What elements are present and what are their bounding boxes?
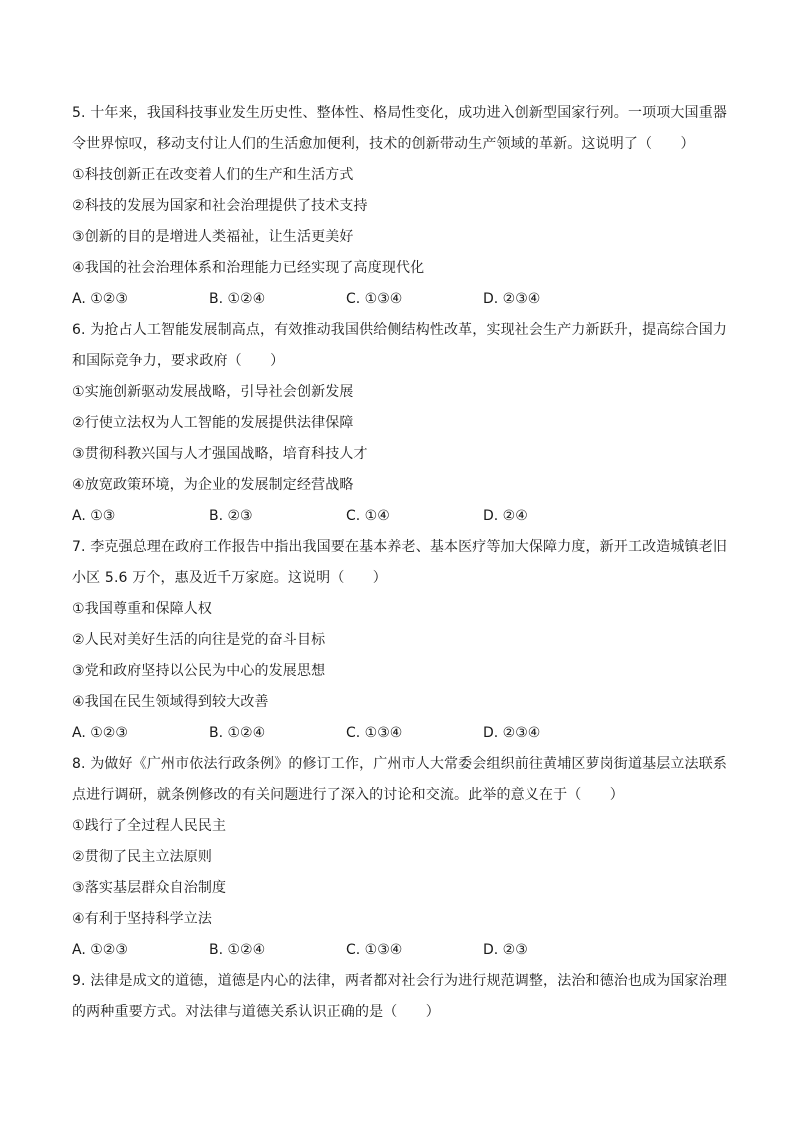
- question-8: [72, 749, 728, 966]
- option-d: D. ②④: [483, 508, 528, 524]
- option-b: B. ①②④: [209, 291, 266, 307]
- option-d: D. ②③④: [483, 725, 541, 741]
- question-5: [72, 98, 728, 315]
- statement: ④有利于坚持科学立法: [72, 911, 213, 927]
- question-stem-line: 8. 为做好《广州市依法行政条例》的修订工作，广州市人大常委会组织前往黄埔区萝岗街道基层立法联系: [72, 756, 728, 772]
- statement: ④我国的社会治理体系和治理能力已经实现了高度现代化: [72, 260, 425, 276]
- statement: ③党和政府坚持以公民为中心的发展思想: [72, 663, 326, 679]
- question-6: [72, 315, 728, 532]
- statement: ①我国尊重和保障人权: [72, 601, 213, 617]
- option-b: B. ②③: [209, 508, 253, 524]
- option-d: D. ②③: [483, 942, 528, 958]
- option-c: C. ①③④: [346, 291, 403, 307]
- statement: ④我国在民生领域得到较大改善: [72, 694, 269, 710]
- question-stem-line: 令世界惊叹，移动支付让人们的生活愈加便利，技术的创新带动生产领域的革新。这说明了（ ）: [72, 136, 695, 152]
- answer-options: [72, 935, 722, 966]
- option-d: D. ②③④: [483, 291, 541, 307]
- statement: ③贯彻科教兴国与人才强国战略，培育科技人才: [72, 446, 368, 462]
- statement: ①科技创新正在改变着人们的生产和生活方式: [72, 167, 354, 183]
- question-9: [72, 966, 728, 1028]
- answer-options: [72, 718, 722, 749]
- statement: ②科技的发展为国家和社会治理提供了技术支持: [72, 198, 368, 214]
- option-a: A. ①③: [72, 508, 116, 524]
- option-a: A. ①②③: [72, 725, 128, 741]
- option-c: C. ①③④: [346, 942, 403, 958]
- question-stem-line: 9. 法律是成文的道德，道德是内心的法律，两者都对社会行为进行规范调整，法治和德治也成为国家治理: [72, 973, 728, 989]
- question-stem-line: 点进行调研，就条例修改的有关问题进行了深入的讨论和交流。此举的意义在于（ ）: [72, 787, 624, 803]
- statement: ①实施创新驱动发展战略，引导社会创新发展: [72, 384, 354, 400]
- answer-options: [72, 501, 722, 532]
- option-b: B. ①②④: [209, 942, 266, 958]
- option-a: A. ①②③: [72, 291, 128, 307]
- statement: ②行使立法权为人工智能的发展提供法律保障: [72, 415, 354, 431]
- question-stem-line: 7. 李克强总理在政府工作报告中指出我国要在基本养老、基本医疗等加大保障力度，新开工改造城镇老旧: [72, 539, 728, 555]
- option-b: B. ①②④: [209, 725, 266, 741]
- statement: ①践行了全过程人民民主: [72, 818, 227, 834]
- question-7: [72, 532, 728, 749]
- option-c: C. ①③④: [346, 725, 403, 741]
- statement: ③创新的目的是增进人类福祉，让生活更美好: [72, 229, 354, 245]
- question-stem-line: 的两种重要方式。对法律与道德关系认识正确的是（ ）: [72, 1004, 440, 1020]
- question-stem-line: 小区 5.6 万个，惠及近千万家庭。这说明（ ）: [72, 570, 387, 586]
- question-stem-line: 6. 为抢占人工智能发展制高点，有效推动我国供给侧结构性改革，实现社会生产力新跃升，提高综合国力: [72, 322, 728, 338]
- statement: ④放宽政策环境，为企业的发展制定经营战略: [72, 477, 354, 493]
- option-a: A. ①②③: [72, 942, 128, 958]
- question-stem-line: 5. 十年来，我国科技事业发生历史性、整体性、格局性变化，成功进入创新型国家行列。一项项大国重器: [72, 105, 728, 121]
- statement: ③落实基层群众自治制度: [72, 880, 227, 896]
- option-c: C. ①④: [346, 508, 390, 524]
- answer-options: [72, 284, 722, 315]
- statement: ②人民对美好生活的向往是党的奋斗目标: [72, 632, 326, 648]
- question-stem-line: 和国际竞争力，要求政府（ ）: [72, 353, 285, 369]
- exam-page: [72, 98, 728, 1028]
- statement: ②贯彻了民主立法原则: [72, 849, 213, 865]
